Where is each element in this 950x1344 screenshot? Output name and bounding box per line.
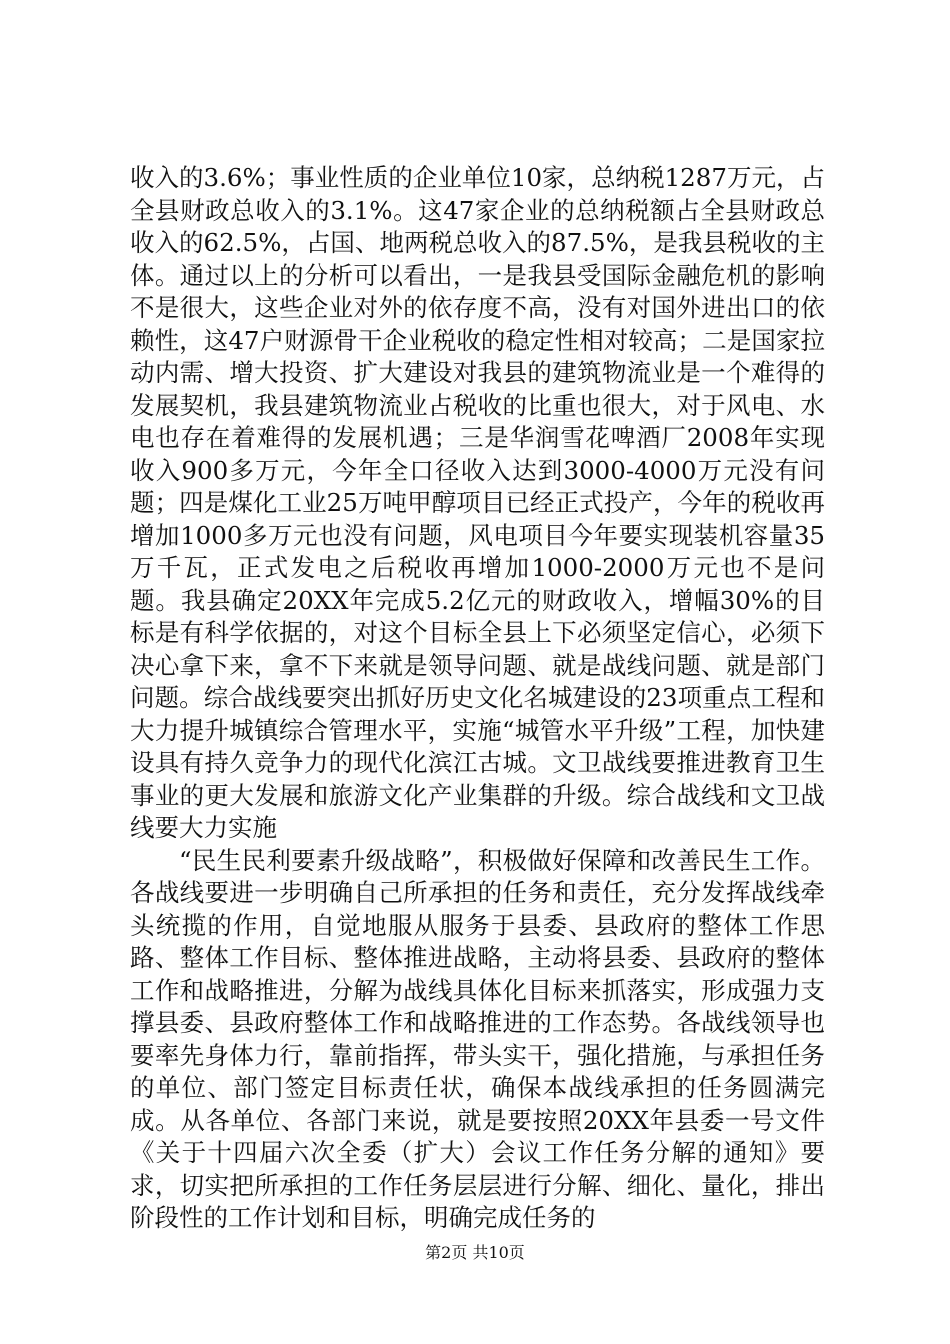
paragraph-2: “民生民利要素升级战略”，积极做好保障和改善民生工作。各战线要进一步明确自己所承担的任务和责任，充分发挥战线牵头统揽的作用，自觉地服从服务于县委、县政府的整体工作思路、整体工作目标、整体推进战略，主动将县委、县政府的整体工作和战略推进，分解为战线具体化目标来抓落实，形成强力支撑县委、县政府整体工作和战略推进的工作态势。各战线领导也要率先身体力行，靠前指挥，带头实干，强化措施，与承担任务的单位、部门签定目标责任状，确保本战线承担的任务圆满完成。从各单位、各部门来说，就是要按照20XX年县委一号文件《关于十四届六次全委（扩大）会议工作任务分解的通知》要求，切实把所承担的工作任务层层进行分解、细化、量化，排出阶段性的工作计划和目标，明确完成任务的 [130,845,825,1232]
paragraph-1: 收入的3.6%；事业性质的企业单位10家，总纳税1287万元，占全县财政总收入的3.1%。这47家企业的总纳税额占全县财政总收入的62.5%，占国、地两税总收入的87.5%，是我县税收的主体。通过以上的分析可以看出，一是我县受国际金融危机的影响不是很大，这些企业对外的依存度不高，没有对国外进出口的依赖性，这47户财源骨干企业税收的稳定性相对较高；二是国家拉动内需、增大投资、扩大建设对我县的建筑物流业是一个难得的发展契机，我县建筑物流业占税收的比重也很大，对于风电、水电也存在着难得的发展机遇；三是华润雪花啤酒厂2008年实现收入900多万元，今年全口径收入达到3000-4000万元没有问题；四是煤化工业25万吨甲醇项目已经正式投产，今年的税收再增加1000多万元也没有问题，风电项目今年要实现装机容量35万千瓦，正式发电之后税收再增加1000-2000万元也不是问题。我县确定20XX年完成5.2亿元的财政收入，增幅30%的目标是有科学依据的，对这个目标全县上下必须坚定信心，必须下决心拿下来，拿不下来就是领导问题、就是战线问题、就是部门问题。综合战线要突出抓好历史文化名城建设的23项重点工程和大力提升城镇综合管理水平，实施“城管水平升级”工程，加快建设具有持久竞争力的现代化滨江古城。文卫战线要推进教育卫生事业的更大发展和旅游文化产业集群的升级。综合战线和文卫战线要大力实施 [130,163,825,842]
document-body [130,162,825,1235]
page-footer: 第2页 共10页 [425,1243,525,1262]
